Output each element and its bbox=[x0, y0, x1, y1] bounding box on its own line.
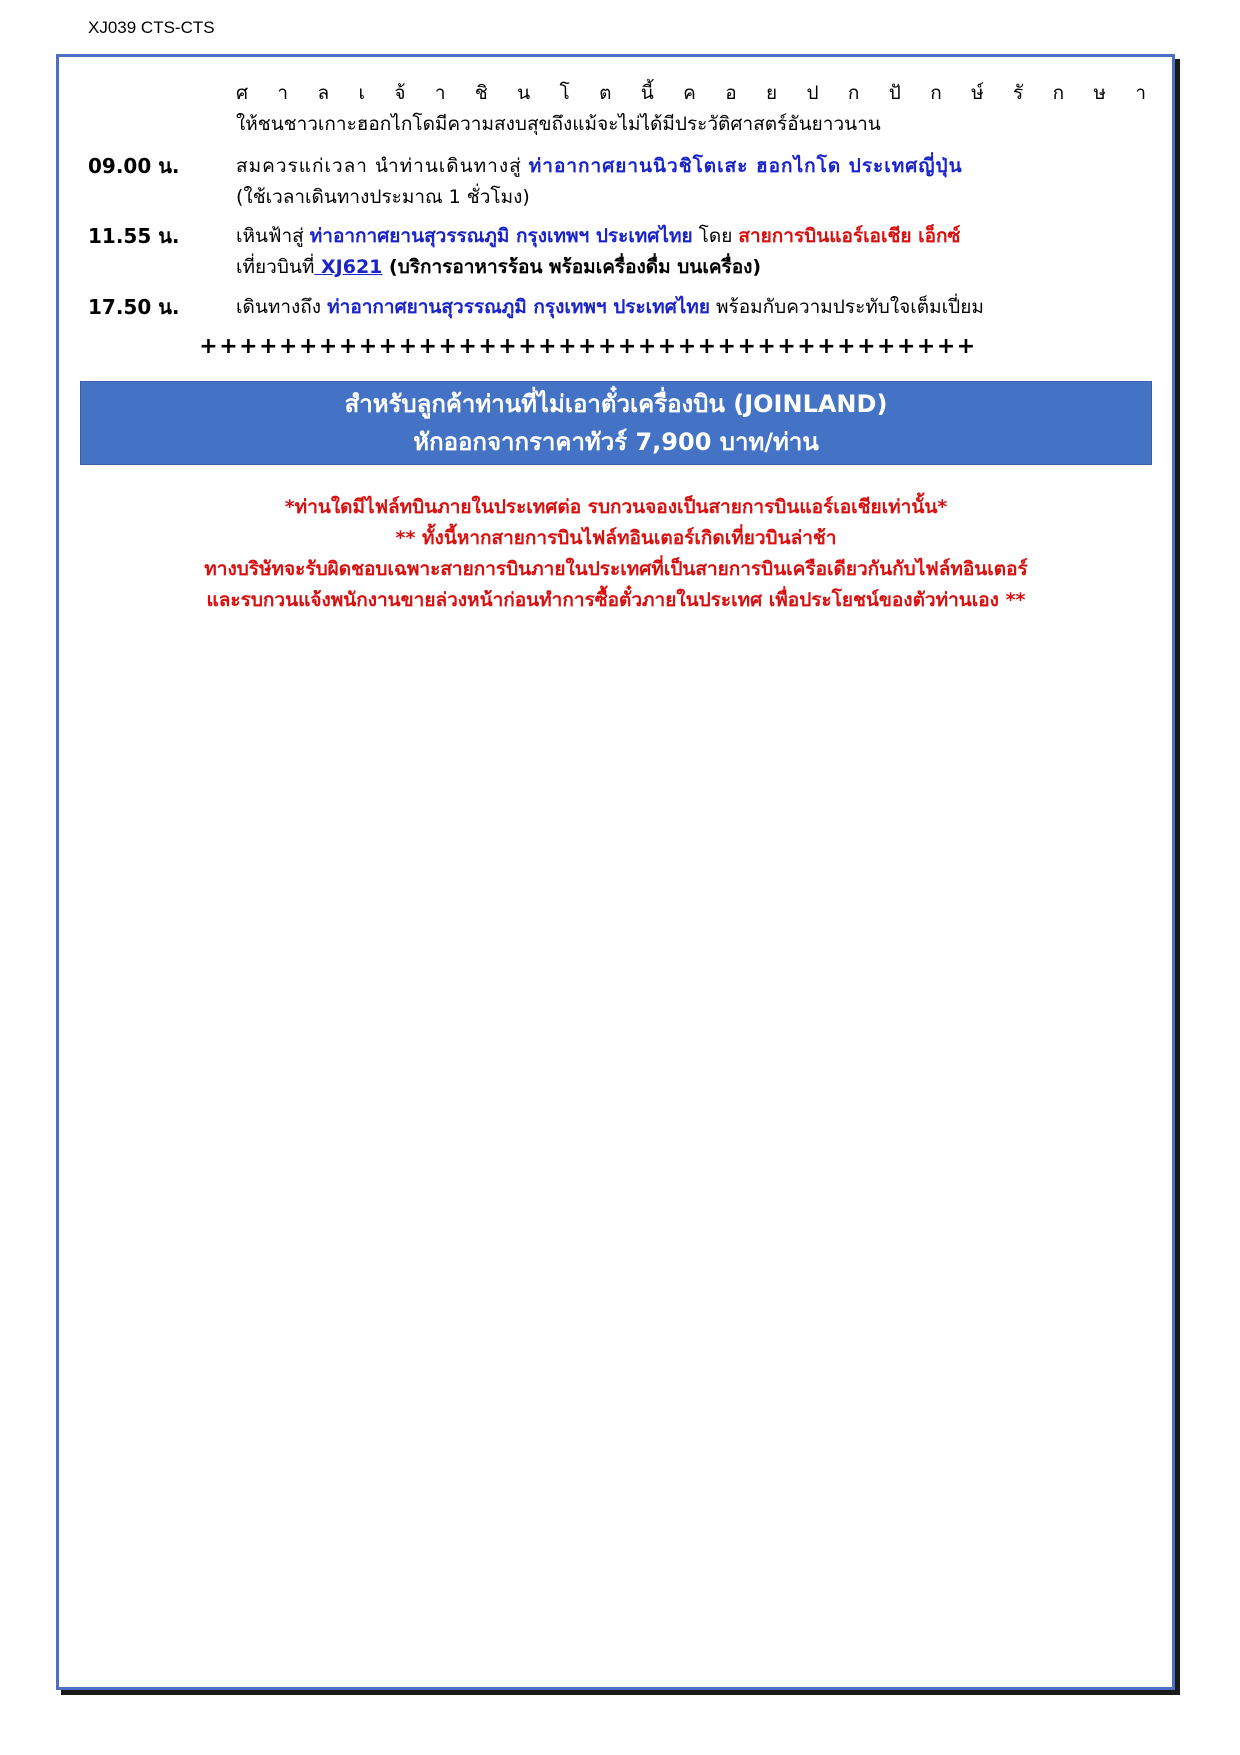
remark-line: และรบกวนแจ้งพนักงานขายล่วงหน้าก่อนทำการซื้อตั๋วภายในประเทศ เพื่อประโยชน์ของตัวท่านเอง ** bbox=[206, 589, 1026, 611]
intro-line-2: ให้ชนชาวเกาะฮอกไกโดมีความสงบสุขถึงแม้จะไม่ได้มีประวัติศาสตร์อันยาวนาน bbox=[236, 113, 881, 135]
schedule-pre: เดินทางถึง bbox=[236, 296, 328, 318]
remark-line: ** ทั้งนี้หากสายการบินไฟล์ทอินเตอร์เกิดเที่ยวบินล่าช้า bbox=[395, 527, 837, 549]
doc-code: XJ039 CTS-CTS bbox=[88, 18, 215, 37]
intro-line-1: ศ า ล เ จ้ า ชิ น โ ต นี้ ค อ ย ป ก ปั ก ษ์ รั ก ษ า bbox=[236, 82, 1148, 104]
destination-name: ท่าอากาศยานสุวรรณภูมิ กรุงเทพฯ ประเทศไทย bbox=[309, 225, 693, 247]
schedule-mid: โดย bbox=[692, 225, 739, 247]
remark-line: ทางบริษัทจะรับผิดชอบเฉพาะสายการบินภายในประเทศที่เป็นสายการบินเครือเดียวกันกับไฟล์ทอินเตอร์ bbox=[204, 558, 1028, 580]
destination-name: ท่าอากาศยานสุวรรณภูมิ กรุงเทพฯ ประเทศไทย bbox=[327, 296, 710, 318]
schedule-pre: สมควรแก่เวลา นำท่านเดินทางสู่ bbox=[236, 155, 529, 177]
banner-price: หักออกจากราคาทัวร์ 7,900 บาท/ท่าน bbox=[413, 428, 819, 456]
schedule-text bbox=[236, 292, 1148, 323]
remarks bbox=[80, 492, 1152, 616]
flight-number-link[interactable]: XJ621 bbox=[314, 256, 383, 278]
schedule-time: 11.55 น. bbox=[88, 224, 180, 248]
airline-name: สายการบินแอร์เอเชีย เอ็กซ์ bbox=[738, 225, 961, 247]
schedule-pre: เหินฟ้าสู่ bbox=[236, 225, 310, 247]
schedule-time: 09.00 น. bbox=[88, 154, 180, 178]
remark-line: *ท่านใดมีไฟล์ทบินภายในประเทศต่อ รบกวนจองเป็นสายการบินแอร์เอเชียเท่านั้น* bbox=[284, 496, 948, 518]
schedule-time: 17.50 น. bbox=[88, 295, 180, 319]
schedule-post: พร้อมกับความประทับใจเต็มเปี่ยม bbox=[709, 296, 984, 318]
separator: +++++++++++++++++++++++++++++++++++++++ bbox=[199, 334, 977, 359]
schedule-text bbox=[236, 151, 1148, 182]
flight-line bbox=[236, 252, 1148, 283]
schedule-note: (ใช้เวลาเดินทางประมาณ 1 ชั่วโมง) bbox=[236, 186, 530, 208]
joinland-banner bbox=[80, 381, 1152, 465]
schedule-text bbox=[236, 221, 1148, 252]
banner-title: สำหรับลูกค้าท่านที่ไม่เอาตั๋วเครื่องบิน (JOINLAND) bbox=[344, 390, 888, 418]
flight-service: (บริการอาหารร้อน พร้อมเครื่องดื่ม บนเครื่อง) bbox=[382, 256, 762, 278]
destination-name: ท่าอากาศยานนิวชิโตเสะ ฮอกไกโด ประเทศญี่ปุ่น bbox=[528, 155, 963, 177]
flight-prefix: เที่ยวบินที่ bbox=[236, 256, 315, 278]
